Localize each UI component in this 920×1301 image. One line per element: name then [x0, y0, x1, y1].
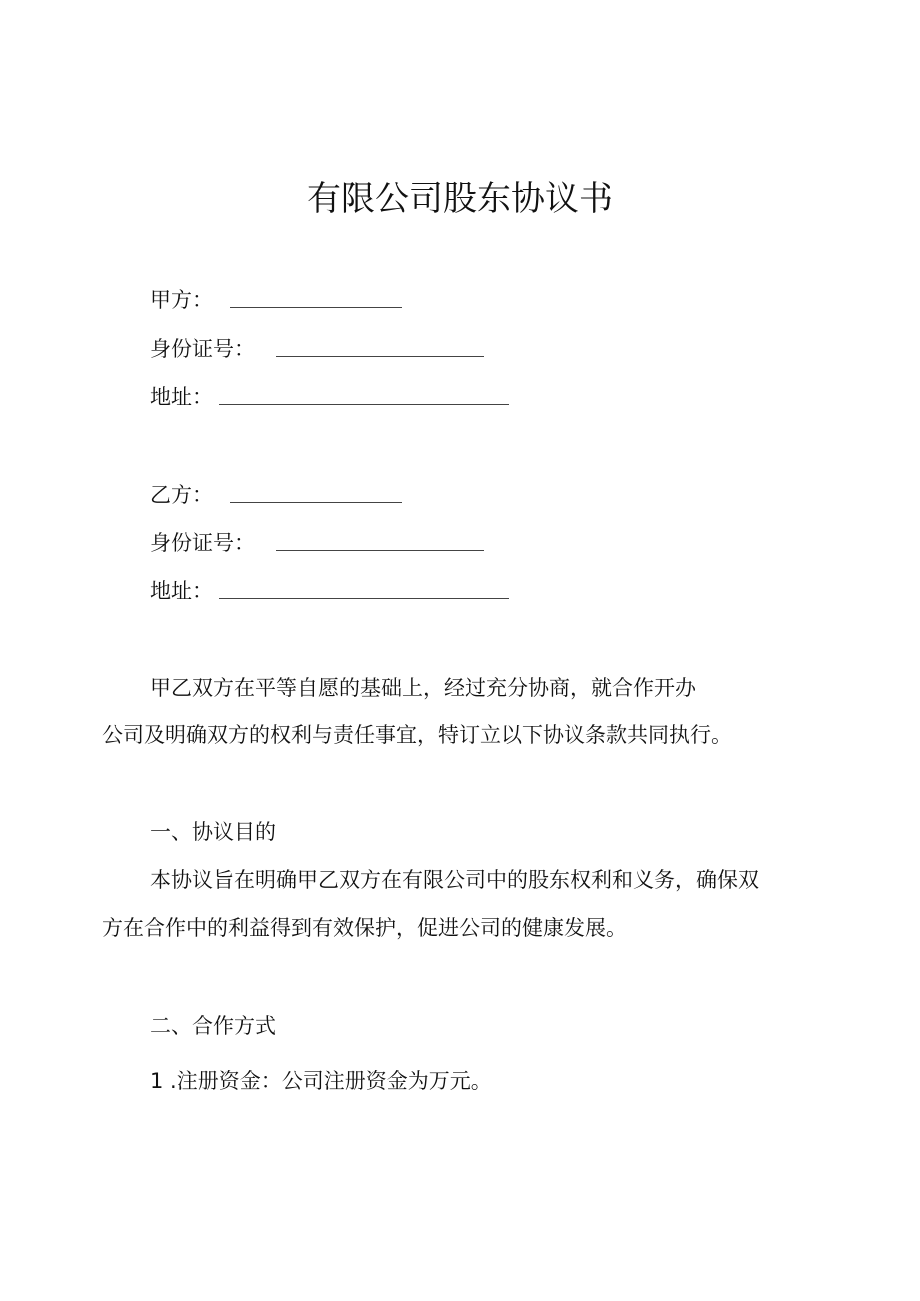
party-a-id-label: 身份证号：	[150, 337, 255, 361]
party-b-id-label: 身份证号：	[150, 531, 255, 555]
party-b-address-label: 地址：	[150, 579, 213, 603]
document-title: 有限公司股东协议书	[307, 179, 613, 219]
party-a-name-blank	[230, 307, 402, 308]
party-a-id-blank	[276, 356, 484, 357]
party-a-name-label: 甲方：	[150, 288, 213, 312]
party-b-name-field	[150, 480, 213, 510]
party-a-address-blank	[219, 404, 509, 405]
party-b-address-blank	[219, 598, 509, 599]
party-a-address-field	[150, 382, 213, 412]
section-1-line-1: 本协议旨在明确甲乙双方在有限公司中的股东权利和义务，确保双	[150, 868, 759, 892]
section-2-item-1: 1 .注册资金：公司注册资金为万元。	[150, 1069, 492, 1093]
party-b-name-label: 乙方：	[150, 483, 213, 507]
party-b-name-blank	[230, 502, 402, 503]
party-a-id-field	[150, 334, 255, 364]
party-b-address-field	[150, 576, 213, 606]
section-1-line-2: 方在合作中的利益得到有效保护，促进公司的健康发展。	[102, 916, 627, 940]
party-b-id-field	[150, 528, 255, 558]
party-a-name-field	[150, 285, 213, 315]
section-2-heading: 二、合作方式	[150, 1014, 276, 1038]
preamble-line-2: 公司及明确双方的权利与责任事宜，特订立以下协议条款共同执行。	[102, 723, 732, 747]
section-1-heading: 一、协议目的	[150, 820, 276, 844]
party-b-id-blank	[276, 550, 484, 551]
party-a-address-label: 地址：	[150, 385, 213, 409]
preamble-line-1: 甲乙双方在平等自愿的基础上，经过充分协商，就合作开办	[150, 676, 696, 700]
